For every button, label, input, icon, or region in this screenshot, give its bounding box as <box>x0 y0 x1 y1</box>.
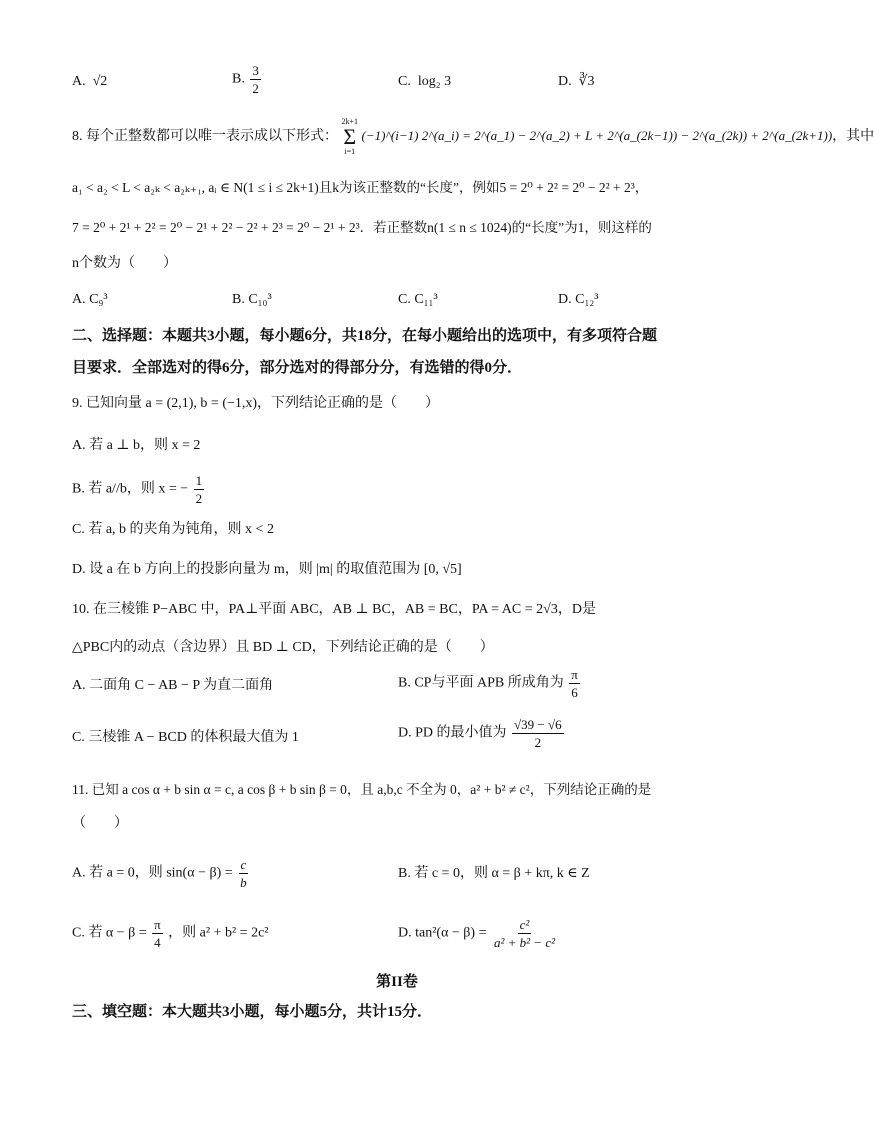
q7-option-c: C. log₂ 3 <box>398 74 452 89</box>
q9-option-a: A. 若 a ⊥ b，则 x = 2 <box>72 438 201 453</box>
q7-option-d: D. ∛3 <box>558 74 595 89</box>
q9-option-b: B. 若 a//b，则 x = − $\frac{1}{2}$ <box>72 473 203 506</box>
q11-line2: （ ） <box>72 816 128 831</box>
section3-heading: 三、填空题：本大题共3小题，每小题5分，共计15分． <box>72 1004 433 1020</box>
q10-line1: 10. 在三棱锥 P−ABC 中，PA⊥平面 ABC，AB ⊥ BC，AB = BC，PA = AC = 2√3，D是 <box>72 602 596 617</box>
q8-option-b: B. C₁₀³ <box>232 292 272 307</box>
q11-option-b: B. 若 c = 0，则 α = β + kπ, k ∈ Z <box>398 866 590 881</box>
q8-line3: 7 = 2⁰ + 2¹ + 2² = 2⁰ − 2¹ + 2² − 2² + 2³ = 2⁰ − 2¹ + 2³．若正整数n(1 ≤ n ≤ 1024)的“长度”为1，则这样的 <box>72 220 652 235</box>
q10-option-c: C. 三棱锥 A − BCD 的体积最大值为 1 <box>72 730 299 745</box>
q9-option-c: C. 若 a, b 的夹角为钝角，则 x < 2 <box>72 522 274 537</box>
q8-option-a: A. C₉³ <box>72 292 108 307</box>
q8-line2: a₁ < a₂ < L < a₂ₖ < a₂ₖ₊₁, aᵢ ∈ N(1 ≤ i ≤ 2k+1)且k为该正整数的“长度”，例如5 = 2⁰ + 2² = 2⁰ − 2² + 2³， <box>72 180 649 195</box>
q9-stem: 9. 已知向量 a = (2,1), b = (−1,x)，下列结论正确的是（ ） <box>72 396 440 411</box>
q7-option-a: A. √2 <box>72 74 108 89</box>
q8-stem: 8. 每个正整数都可以唯一表示成以下形式： 2k+1 Σ i=1 (−1)^(i−1) 2^(a_i) = 2^(a_1) − 2^(a_2) + L + 2^(a_(2k−1)) − 2^(a_(2k)) + 2^(a_(2k+1))，其中 <box>72 117 874 156</box>
part2-title: 第II卷 <box>376 974 418 990</box>
q8-line4: n个数为（ ） <box>72 256 177 271</box>
q11-option-c: C. 若 α − β = $\frac{\pi}{4}$ ，则 a² + b² = 2c² <box>72 917 269 950</box>
q10-option-d: D. PD 的最小值为 $\frac{√39 - √6}{2}$ <box>398 717 562 750</box>
section2-heading-line2: 目要求．全部选对的得6分，部分选对的得部分分，有选错的得0分． <box>72 360 523 376</box>
section2-heading-line1: 二、选择题：本题共3小题，每小题6分，共18分，在每小题给出的选项中，有多项符合题 <box>72 328 658 344</box>
q9-option-d: D. 设 a 在 b 方向上的投影向量为 m，则 |m| 的取值范围为 [0, √5] <box>72 562 462 577</box>
q10-option-a: A. 二面角 C − AB − P 为直二面角 <box>72 678 274 693</box>
q8-option-c: C. C₁₁³ <box>398 292 438 307</box>
q7-option-b: B. $\frac{3}{2}$ <box>232 63 259 96</box>
q11-option-d: D. tan²(α − β) = $\frac{\text{c²}}{\text{a² + b² − c²}}$ <box>398 917 555 950</box>
q8-option-d: D. C₁₂³ <box>558 292 599 307</box>
q11-option-a: A. 若 a = 0，则 sin(α − β) = $\frac{c}{b}$ <box>72 857 247 890</box>
sum-symbol: 2k+1 Σ i=1 <box>341 117 359 156</box>
q11-line1: 11. 已知 a cos α + b sin α = c, a cos β + b sin β = 0，且 a,b,c 不全为 0，a² + b² ≠ c²，下列结论正确的是 <box>72 782 652 797</box>
q10-option-b: B. CP与平面 APB 所成角为 $\frac{\pi}{6}$ <box>398 667 578 700</box>
q10-line2: △PBC内的动点（含边界）且 BD ⊥ CD，下列结论正确的是（ ） <box>72 640 494 655</box>
